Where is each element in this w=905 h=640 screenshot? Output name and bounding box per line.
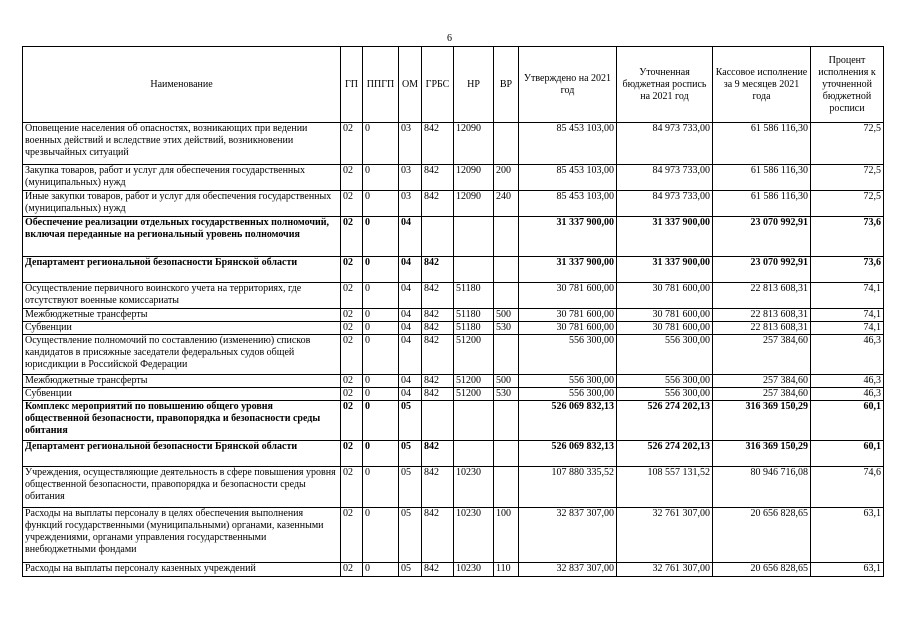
cell-np <box>454 401 494 441</box>
table-row <box>23 283 884 309</box>
cell-cash: 22 813 608,31 <box>713 322 811 335</box>
cell-om: 04 <box>399 322 422 335</box>
table-row <box>23 508 884 563</box>
cell-refined: 31 337 900,00 <box>617 257 713 283</box>
header-om: ОМ <box>399 47 422 123</box>
cell-name: Расходы на выплаты персоналу в целях обеспечения выполнения функций государственными (муниципальными) органами, казенными учреждениями, органами управления государственными внебюджетными фондами <box>23 508 341 563</box>
cell-om: 04 <box>399 335 422 375</box>
cell-gp: 02 <box>341 257 363 283</box>
cell-gp: 02 <box>341 401 363 441</box>
header-name: Наименование <box>23 47 341 123</box>
table-row <box>23 335 884 375</box>
cell-percent: 60,1 <box>811 441 884 467</box>
cell-name: Иные закупки товаров, работ и услуг для обеспечения государственных (муниципальных) нужд <box>23 191 341 217</box>
cell-grbs: 842 <box>422 191 454 217</box>
cell-name: Межбюджетные трансферты <box>23 309 341 322</box>
cell-refined: 31 337 900,00 <box>617 217 713 257</box>
cell-cash: 61 586 116,30 <box>713 123 811 165</box>
cell-ppgp: 0 <box>363 467 399 508</box>
cell-cash: 23 070 992,91 <box>713 257 811 283</box>
cell-refined: 30 781 600,00 <box>617 309 713 322</box>
cell-np: 12090 <box>454 123 494 165</box>
cell-refined: 526 274 202,13 <box>617 441 713 467</box>
header-refined: Уточненная бюджетная роспись на 2021 год <box>617 47 713 123</box>
cell-refined: 32 761 307,00 <box>617 508 713 563</box>
cell-gp: 02 <box>341 508 363 563</box>
cell-grbs: 842 <box>422 335 454 375</box>
cell-vr <box>494 217 519 257</box>
cell-approved: 30 781 600,00 <box>519 283 617 309</box>
cell-approved: 107 880 335,52 <box>519 467 617 508</box>
cell-percent: 46,3 <box>811 388 884 401</box>
cell-ppgp: 0 <box>363 191 399 217</box>
cell-refined: 556 300,00 <box>617 388 713 401</box>
cell-cash: 20 656 828,65 <box>713 563 811 577</box>
cell-name: Межбюджетные трансферты <box>23 375 341 388</box>
cell-approved: 32 837 307,00 <box>519 508 617 563</box>
cell-gp: 02 <box>341 375 363 388</box>
header-gp: ГП <box>341 47 363 123</box>
cell-grbs: 842 <box>422 309 454 322</box>
cell-gp: 02 <box>341 123 363 165</box>
cell-percent: 72,5 <box>811 191 884 217</box>
cell-grbs: 842 <box>422 165 454 191</box>
cell-cash: 316 369 150,29 <box>713 401 811 441</box>
cell-name: Департамент региональной безопасности Брянской области <box>23 441 341 467</box>
cell-gp: 02 <box>341 283 363 309</box>
cell-grbs: 842 <box>422 375 454 388</box>
cell-grbs: 842 <box>422 388 454 401</box>
cell-ppgp: 0 <box>363 563 399 577</box>
cell-grbs: 842 <box>422 283 454 309</box>
cell-percent: 74,1 <box>811 283 884 309</box>
cell-gp: 02 <box>341 165 363 191</box>
cell-refined: 526 274 202,13 <box>617 401 713 441</box>
table-row <box>23 375 884 388</box>
table-row <box>23 441 884 467</box>
cell-percent: 46,3 <box>811 375 884 388</box>
cell-name: Оповещение населения об опасностях, возникающих при ведении военных действий и вследствие этих действий, возникновении чрезвычайных ситуаций <box>23 123 341 165</box>
cell-ppgp: 0 <box>363 257 399 283</box>
cell-refined: 84 973 733,00 <box>617 123 713 165</box>
cell-percent: 72,5 <box>811 165 884 191</box>
cell-om: 04 <box>399 283 422 309</box>
cell-cash: 23 070 992,91 <box>713 217 811 257</box>
cell-gp: 02 <box>341 388 363 401</box>
cell-approved: 31 337 900,00 <box>519 257 617 283</box>
table-row <box>23 309 884 322</box>
cell-approved: 30 781 600,00 <box>519 309 617 322</box>
cell-approved: 85 453 103,00 <box>519 123 617 165</box>
cell-cash: 257 384,60 <box>713 375 811 388</box>
cell-om: 05 <box>399 508 422 563</box>
cell-cash: 257 384,60 <box>713 388 811 401</box>
cell-cash: 22 813 608,31 <box>713 283 811 309</box>
cell-np: 51200 <box>454 388 494 401</box>
header-approved: Утверждено на 2021 год <box>519 47 617 123</box>
cell-ppgp: 0 <box>363 441 399 467</box>
cell-name: Комплекс мероприятий по повышению общего уровня общественной безопасности, правопорядка и безопасности среды обитания <box>23 401 341 441</box>
cell-ppgp: 0 <box>363 309 399 322</box>
table-row <box>23 322 884 335</box>
table-row <box>23 123 884 165</box>
cell-vr: 530 <box>494 388 519 401</box>
cell-om: 03 <box>399 123 422 165</box>
cell-refined: 556 300,00 <box>617 375 713 388</box>
cell-om: 05 <box>399 441 422 467</box>
cell-ppgp: 0 <box>363 283 399 309</box>
cell-vr <box>494 335 519 375</box>
cell-np: 51180 <box>454 283 494 309</box>
cell-ppgp: 0 <box>363 388 399 401</box>
cell-vr: 530 <box>494 322 519 335</box>
cell-np: 12090 <box>454 165 494 191</box>
cell-np: 51180 <box>454 309 494 322</box>
cell-cash: 61 586 116,30 <box>713 191 811 217</box>
cell-om: 04 <box>399 309 422 322</box>
cell-vr <box>494 441 519 467</box>
table-row <box>23 191 884 217</box>
cell-vr: 240 <box>494 191 519 217</box>
cell-percent: 63,1 <box>811 508 884 563</box>
cell-refined: 32 761 307,00 <box>617 563 713 577</box>
cell-vr: 100 <box>494 508 519 563</box>
cell-ppgp: 0 <box>363 123 399 165</box>
cell-name: Учреждения, осуществляющие деятельность в сфере повышения уровня общественной безопасности, правопорядка и безопасности среды обитания <box>23 467 341 508</box>
cell-grbs: 842 <box>422 257 454 283</box>
cell-refined: 30 781 600,00 <box>617 322 713 335</box>
cell-percent: 74,6 <box>811 467 884 508</box>
cell-grbs: 842 <box>422 508 454 563</box>
cell-cash: 316 369 150,29 <box>713 441 811 467</box>
cell-np: 10230 <box>454 508 494 563</box>
cell-percent: 46,3 <box>811 335 884 375</box>
cell-percent: 74,1 <box>811 322 884 335</box>
cell-vr: 500 <box>494 375 519 388</box>
cell-vr <box>494 123 519 165</box>
cell-gp: 02 <box>341 191 363 217</box>
cell-approved: 85 453 103,00 <box>519 165 617 191</box>
cell-gp: 02 <box>341 309 363 322</box>
cell-percent: 60,1 <box>811 401 884 441</box>
cell-om: 05 <box>399 401 422 441</box>
cell-om: 04 <box>399 375 422 388</box>
cell-vr: 110 <box>494 563 519 577</box>
cell-gp: 02 <box>341 322 363 335</box>
header-vr: ВР <box>494 47 519 123</box>
cell-np: 51180 <box>454 322 494 335</box>
table-row <box>23 217 884 257</box>
cell-np: 10230 <box>454 467 494 508</box>
cell-ppgp: 0 <box>363 322 399 335</box>
cell-grbs: 842 <box>422 563 454 577</box>
cell-cash: 20 656 828,65 <box>713 508 811 563</box>
cell-refined: 84 973 733,00 <box>617 191 713 217</box>
header-ppgp: ППГП <box>363 47 399 123</box>
page-number: 6 <box>447 33 452 44</box>
cell-gp: 02 <box>341 335 363 375</box>
cell-name: Осуществление полномочий по составлению (изменению) списков кандидатов в присяжные заседатели федеральных судов общей юрисдикции в Российской Федерации <box>23 335 341 375</box>
cell-approved: 31 337 900,00 <box>519 217 617 257</box>
cell-np: 12090 <box>454 191 494 217</box>
cell-refined: 30 781 600,00 <box>617 283 713 309</box>
cell-approved: 556 300,00 <box>519 335 617 375</box>
header-np: НР <box>454 47 494 123</box>
cell-approved: 526 069 832,13 <box>519 401 617 441</box>
cell-om: 05 <box>399 467 422 508</box>
header-cash: Кассовое исполнение за 9 месяцев 2021 года <box>713 47 811 123</box>
cell-cash: 80 946 716,08 <box>713 467 811 508</box>
cell-np: 10230 <box>454 563 494 577</box>
cell-cash: 257 384,60 <box>713 335 811 375</box>
cell-approved: 556 300,00 <box>519 375 617 388</box>
cell-percent: 73,6 <box>811 257 884 283</box>
cell-grbs: 842 <box>422 441 454 467</box>
cell-ppgp: 0 <box>363 375 399 388</box>
table-row <box>23 563 884 577</box>
cell-vr <box>494 401 519 441</box>
budget-execution-table <box>22 46 884 577</box>
cell-np <box>454 441 494 467</box>
cell-name: Расходы на выплаты персоналу казенных учреждений <box>23 563 341 577</box>
cell-name: Обеспечение реализации отдельных государственных полномочий, включая переданные на региональный уровень полномочия <box>23 217 341 257</box>
cell-name: Закупка товаров, работ и услуг для обеспечения государственных (муниципальных) нужд <box>23 165 341 191</box>
cell-name: Департамент региональной безопасности Брянской области <box>23 257 341 283</box>
cell-percent: 73,6 <box>811 217 884 257</box>
cell-approved: 30 781 600,00 <box>519 322 617 335</box>
cell-percent: 63,1 <box>811 563 884 577</box>
cell-approved: 85 453 103,00 <box>519 191 617 217</box>
cell-ppgp: 0 <box>363 401 399 441</box>
cell-np: 51200 <box>454 375 494 388</box>
cell-approved: 556 300,00 <box>519 388 617 401</box>
cell-percent: 74,1 <box>811 309 884 322</box>
cell-refined: 84 973 733,00 <box>617 165 713 191</box>
cell-vr: 200 <box>494 165 519 191</box>
cell-vr <box>494 257 519 283</box>
cell-gp: 02 <box>341 467 363 508</box>
cell-gp: 02 <box>341 217 363 257</box>
cell-cash: 61 586 116,30 <box>713 165 811 191</box>
table-row <box>23 257 884 283</box>
table-row <box>23 401 884 441</box>
cell-percent: 72,5 <box>811 123 884 165</box>
header-grbs: ГРБС <box>422 47 454 123</box>
cell-ppgp: 0 <box>363 217 399 257</box>
table-row <box>23 388 884 401</box>
cell-ppgp: 0 <box>363 335 399 375</box>
cell-grbs: 842 <box>422 322 454 335</box>
cell-gp: 02 <box>341 563 363 577</box>
cell-om: 04 <box>399 257 422 283</box>
cell-np: 51200 <box>454 335 494 375</box>
cell-om: 03 <box>399 191 422 217</box>
cell-grbs: 842 <box>422 467 454 508</box>
cell-vr <box>494 467 519 508</box>
cell-np <box>454 217 494 257</box>
cell-refined: 108 557 131,52 <box>617 467 713 508</box>
table-row <box>23 165 884 191</box>
cell-name: Осуществление первичного воинского учета на территориях, где отсутствуют военные комиссариаты <box>23 283 341 309</box>
cell-grbs <box>422 217 454 257</box>
cell-om: 04 <box>399 388 422 401</box>
cell-gp: 02 <box>341 441 363 467</box>
header-percent: Процент исполнения к уточненной бюджетной росписи <box>811 47 884 123</box>
cell-name: Субвенции <box>23 388 341 401</box>
cell-vr: 500 <box>494 309 519 322</box>
cell-ppgp: 0 <box>363 165 399 191</box>
table-header-row <box>23 47 884 123</box>
cell-grbs: 842 <box>422 123 454 165</box>
cell-om: 03 <box>399 165 422 191</box>
table-row <box>23 467 884 508</box>
cell-ppgp: 0 <box>363 508 399 563</box>
cell-approved: 526 069 832,13 <box>519 441 617 467</box>
cell-refined: 556 300,00 <box>617 335 713 375</box>
cell-om: 05 <box>399 563 422 577</box>
cell-vr <box>494 283 519 309</box>
cell-cash: 22 813 608,31 <box>713 309 811 322</box>
cell-name: Субвенции <box>23 322 341 335</box>
cell-np <box>454 257 494 283</box>
table-body <box>23 123 884 577</box>
cell-grbs <box>422 401 454 441</box>
cell-om: 04 <box>399 217 422 257</box>
cell-approved: 32 837 307,00 <box>519 563 617 577</box>
